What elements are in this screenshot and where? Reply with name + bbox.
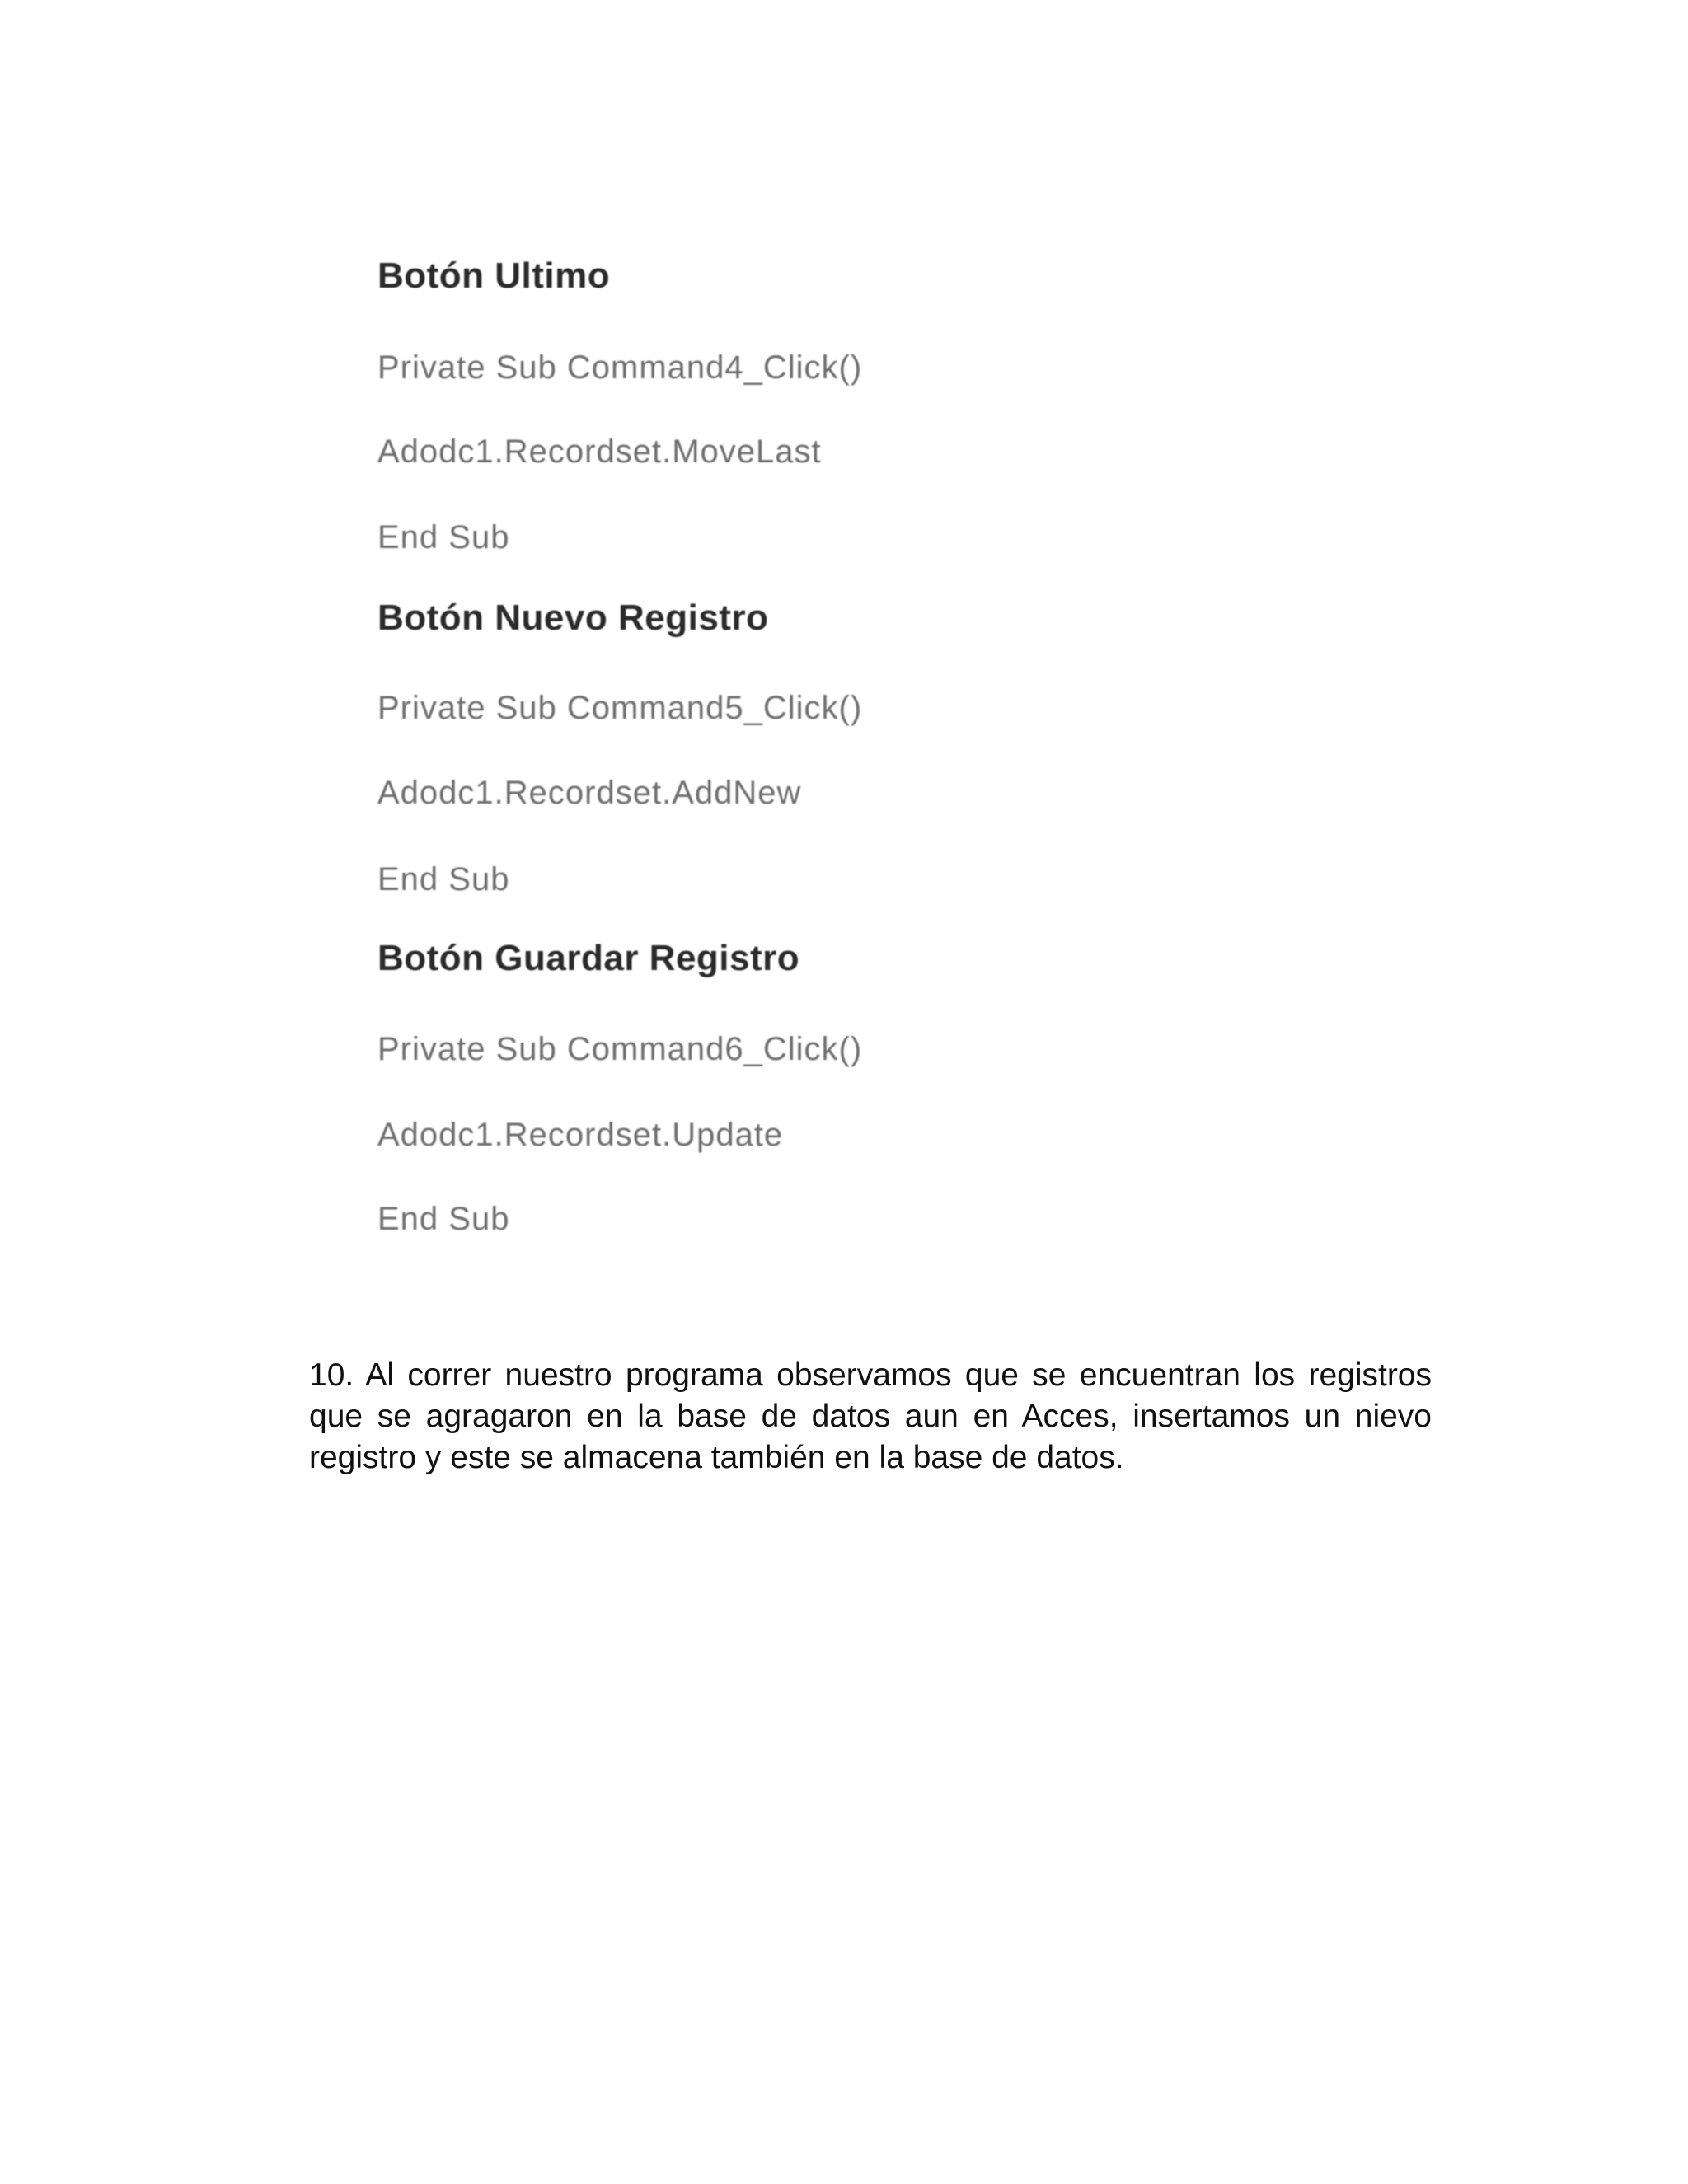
code-line: Adodc1.Recordset.Update [377, 1117, 784, 1153]
code-line: Adodc1.Recordset.MoveLast [377, 434, 822, 470]
code-line: Adodc1.Recordset.AddNew [377, 775, 802, 811]
code-line: End Sub [377, 861, 510, 898]
code-line: End Sub [377, 1201, 510, 1237]
step-10-paragraph: 10. Al correr nuestro programa observamos que se encuentran los registros que se agragaron en la base de datos aun en Acces, insertamos un nievo registro y este se almacena también en la base de datos. [309, 1357, 1432, 1475]
code-line: Private Sub Command4_Click() [377, 349, 863, 386]
code-line: Private Sub Command6_Click() [377, 1031, 863, 1067]
code-line: End Sub [377, 519, 510, 555]
section-title-guardar-registro: Botón Guardar Registro [377, 938, 800, 978]
section-title-nuevo-registro: Botón Nuevo Registro [377, 598, 769, 638]
code-line: Private Sub Command5_Click() [377, 690, 863, 726]
section-title-ultimo: Botón Ultimo [377, 255, 611, 296]
